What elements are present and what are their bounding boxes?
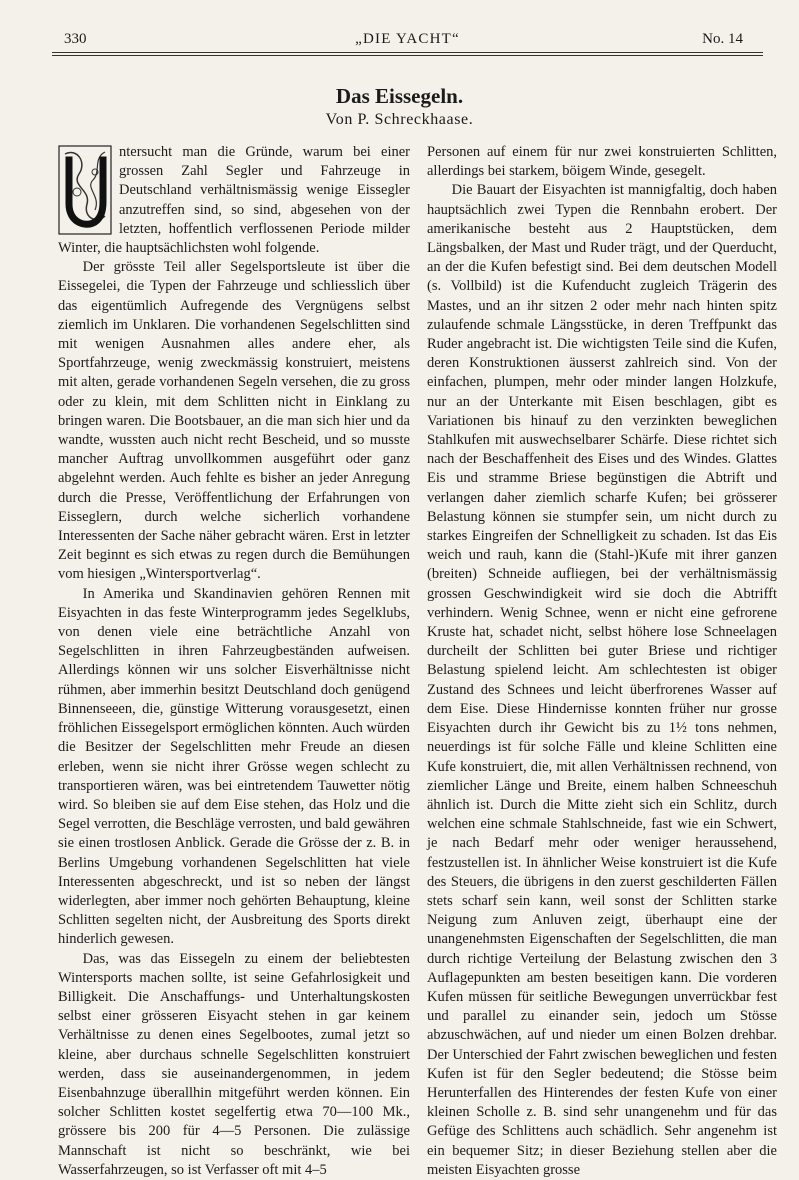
paragraph: Personen auf einem für nur zwei konstruierten Schlitten, allerdings bei starkem, böigem Winde, gesegelt.: [427, 144, 777, 180]
decorative-initial-u: [57, 144, 113, 236]
paragraph: Das, was das Eissegeln zu einem der beliebtesten Wintersports machen sollte, ist seine Gefahrlosigkeit und Billigkeit. Die Anschaffungs- und Unterhaltungskosten selbst einer grösseren Eisyacht stehen in gar keinem Verhältnisse zu denen eines Segelbootes, zumal jetzt so kleine, aber durchaus schnelle Segelschlitten konstruiert werden, dass sie auseinandergenommen, in jedem Eisenbahnzuge überallhin mitgeführt werden können. Ein solcher Schlitten kostet segelfertig etwa 70—100 Mk., grössere bis 200 für 4—5 Personen. Die zulässige Mannschaft ist nicht so beschränkt, wie bei Wasserfahrzeugen, so ist Verfasser oft mit 4–5: [58, 950, 410, 1178]
article-author: Von P. Schreckhaase.: [325, 111, 474, 128]
magazine-title: „DIE YACHT“: [355, 31, 460, 47]
right-column: [427, 143, 777, 1180]
issue-number: No. 14: [702, 31, 743, 47]
left-column: [58, 143, 410, 1180]
paragraph: Die Bauart der Eisyachten ist mannigfaltig, doch haben hauptsächlich zwei Typen die Rennbahn erobert. Der amerikanische besteht aus 2 Hauptstücken, dem Längsbalken, der Mast und Ruder trägt, und der Querducht, an der die Kufen befestigt sind. Bei dem deutschen Modell (s. Vollbild) ist die Kufenducht zugleich Trägerin des Mastes, und an ihr sitzen 2 oder mehr nach hinten spitz zulaufende schmale Längsstücke, in deren Treffpunkt das Ruder angebracht ist. Die wichtigsten Teile sind die Kufen, deren Konstruktionen äusserst zahlreich sind. Von der einfachen, plumpen, mehr oder minder langen Holzkufe, nur an der Unterkante mit Eisen beschlagen, gibt es Variationen bis hinauf zu den verzinkten beweglichen Stahlkufen mit auswechselbarer Schärfe. Diese richtet sich nach der Beschaffenheit des Eises und des Windes. Glattes Eis und stramme Briese begünstigen die Abtrift und verlangen daher ziemlich scharfe Kufen; bei grösserer Belastung können sie stumpfer sein, um nicht durch zu starkes Eingreifen der Schnelligkeit zu schaden. Ist das Eis weich und rauh, kann die (Stahl-)Kufe mit ihrer ganzen (breiten) Schneide aufliegen, bei der verhältnismässig grossen Geschwindigkeit wird sie doch die Abtrifft verhindern. Wenig Schnee, wenn er nicht eine gefrorene Kruste hat, schadet nicht, selbst höhere lose Schneelagen durcheilt der Schlitten bei guter Briese und richtiger Belastung spielend leicht. Am schlechtesten ist obiger Zustand des Schnees und leicht überfrorenes Wasser auf dem Eise. Diese Hindernisse konnten früher nur grosse Eisyachten durch ihr Gewicht bis zu 1½ tons nehmen, neuerdings ist für solche Fälle und kleine Schlitten eine Kufe konstruiert, die, mit allen Verhältnissen rechnend, von ziemlicher Länge und Breite, einem halben Schneeschuh ähnlich ist. Durch die Mitte zieht sich ein Schlitz, durch welchen eine schmale Stahlschneide, fast wie ein Schwert, je nach Bedarf mehr oder weniger heraussehend, festzustellen ist. In ähnlicher Weise konstruiert ist die Kufe des Steuers, die übrigens in den zuerst geschilderten Fällen stets scharf sein kann, weil sonst der Schlitten starke Neigung zum Anluven zeigt, überhaupt eine der unangenehmsten Eigenschaften der Segelschlitten, die man durch richtige Verteilung der Belastung zwischen den 3 Auflagepunkten am besten beseitigen kann. Die vorderen Kufen müssen für seitliche Bewegungen unverrückbar fest und parallel zu einander sein, jedoch um Stösse abzuschwächen, auf und nieder um einen Bolzen drehbar. Der Unterschied der Fahrt zwischen beweglichen und festen Kufen ist für den Segler bedeutend; die Stösse beim Herunterfallen des Hinterendes der festen Kufe von einer kleinen Scholle z. B. sind sehr unangenehm und für das Gefüge des Schlittens auch schädlich. Sehr angenehm ist ein bequemer Sitz; in dieser Beziehung stellen aber die meisten Eisyachten grosse: [427, 182, 777, 1178]
header-rule: [52, 52, 763, 53]
page-number: 330: [64, 31, 87, 47]
paragraph: ntersucht man die Gründe, warum bei einer grossen Zahl Segler und Fahrzeuge in Deutschland verhältnismässig wenige Eissegler anzutreffen sind, so sind, abgesehen von der letzten, hoffentlich verflossenen Periode milder Winter, die hauptsächlichsten wohl folgende.: [58, 144, 410, 257]
ornament-initial-icon: [57, 144, 113, 236]
running-header: [52, 27, 763, 53]
header-rule-secondary: [52, 55, 763, 56]
paragraph: Der grösste Teil aller Segelsportsleute ist über die Eissegelei, die Typen der Fahrzeuge und schliesslich über das eigentümlich Aufregende des Vergnügens selbst ziemlich im Unklaren. Die vorhandenen Segelschlitten sind mit wenigen Ausnahmen alles andere eher, als Sportfahrzeuge, wenig zweckmässig konstruiert, meistens mit alten, gerade vorhandenen Segeln versehen, die zu gross oder zu klein, mit dem Schlitten nicht in Einklang zu bringen waren. Die Bootsbauer, an die man sich hier und da wandte, wussten auch nicht recht Bescheid, und so musste mancher Auftrag unvollkommen ausgeführt oder ganz abgelehnt werden. Auch fehlte es bisher an jeder Anregung durch die Presse, Veröffentlichung der Erfahrungen von Eisseglern, durch welche sicherlich vorhandene Interessenten der Sache näher gebracht wären. Erst in letzter Zeit beginnt es sich etwas zu regen durch die Bemühungen vom hiesigen „Wintersportverlag“.: [58, 259, 410, 583]
paragraph: In Amerika und Skandinavien gehören Rennen mit Eisyachten in das feste Winterprogramm jedes Segelklubs, von denen viele eine beträchtliche Anzahl von Segelschlitten in ihren Fahrzeugbeständen aufweisen. Allerdings können wir uns solcher Eisverhältnisse nicht rühmen, aber immerhin besitzt Deutschland doch genügend Binnenseeen, die, günstige Witterung vorausgesetzt, einen fröhlichen Eissegelsport ermöglichen könnten. Auch würden die Besitzer der Segelschlitten mehr Freude an diesen erleben, wenn sie nicht ihrer Grösse wegen schlecht zu transportieren wären, was bei eintretendem Tauwetter nötig wird. So bleiben sie auf dem Eise stehen, das Holz und die Segel verrotten, die Beschläge verrosten, und bald gewähren sie einen trostlosen Anblick. Gerade die Grösse der z. B. in Berlins Umgebung vorhandenen Segelschlitten hat viele Interessenten abgeschreckt, und ist so neben der längst widerlegten, aber immer noch gehörten Behauptung, kleine Schlitten segelten nicht, der Ausbreitung des Sports direkt hinderlich gewesen.: [58, 585, 410, 948]
article-title: Das Eissegeln.: [335, 84, 464, 108]
